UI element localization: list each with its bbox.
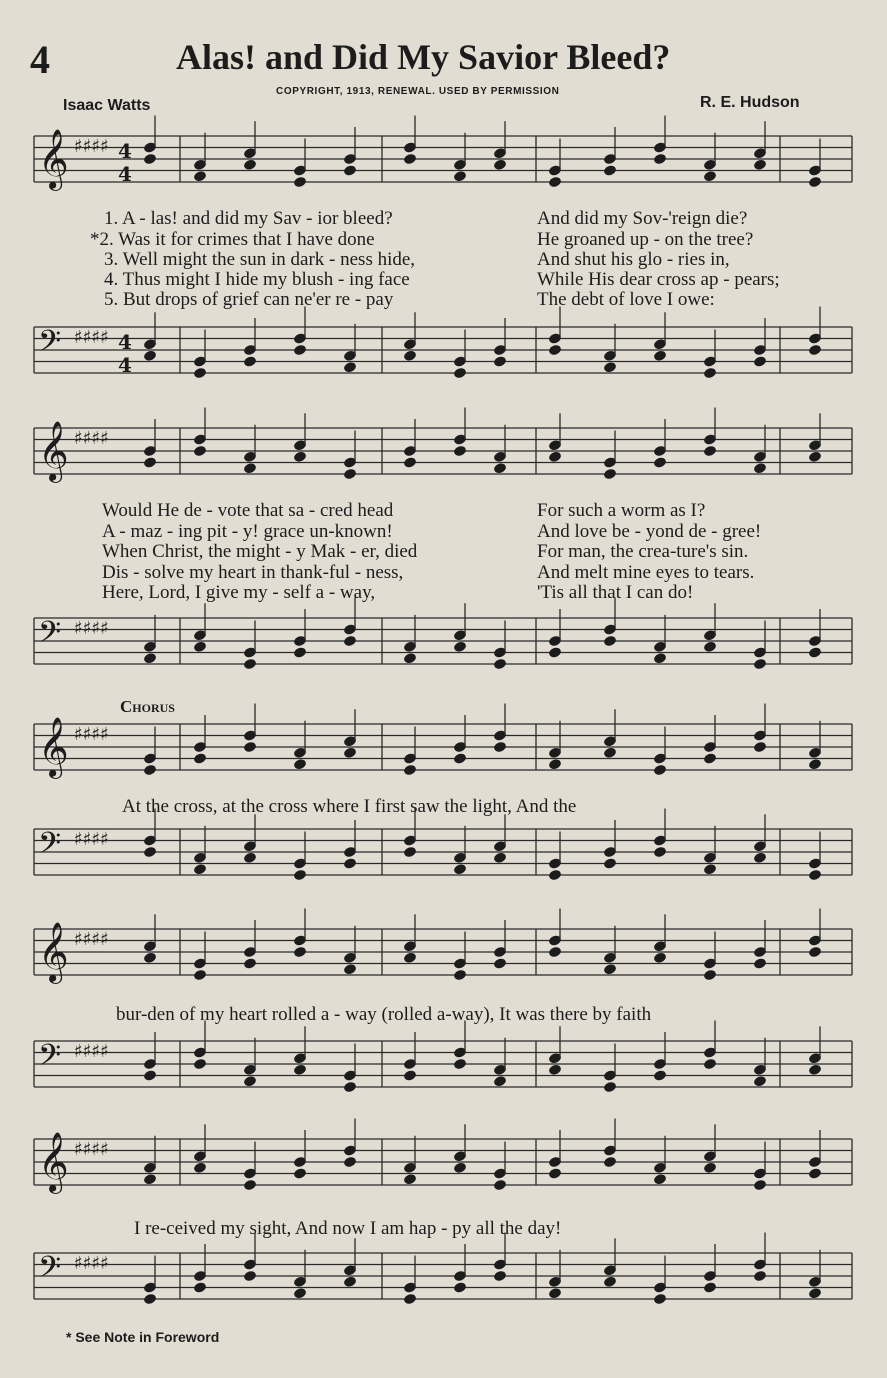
treble-clef-icon: 𝄞 — [38, 421, 69, 481]
verse-5-left: 5. But drops of grief can ne'er re - pay — [104, 289, 394, 310]
verse-2-cont-left: A - maz - ing pit - y! grace un-known! — [102, 521, 393, 542]
verse-5-right: The debt of love I owe: — [537, 289, 715, 310]
notes — [143, 1119, 822, 1192]
treble-clef-icon: 𝄞 — [38, 922, 69, 982]
notes — [143, 408, 822, 481]
time-signature-icon: 4 — [118, 162, 132, 186]
key-signature-icon: ♯♯♯♯ — [74, 1041, 109, 1062]
verse-5-cont-right: 'Tis all that I can do! — [537, 582, 694, 603]
treble-clef-icon: 𝄞 — [38, 129, 69, 189]
verse-1-left: 1. A - las! and did my Sav - ior bleed? — [104, 208, 393, 229]
verse-5-cont-left: Here, Lord, I give my - self a - way, — [102, 582, 376, 603]
verse-4-cont-right: And melt mine eyes to tears. — [537, 562, 755, 583]
key-signature-icon: ♯♯♯♯ — [74, 1253, 109, 1274]
notes — [143, 307, 822, 380]
key-signature-icon: ♯♯♯♯ — [74, 929, 109, 950]
treble-clef-icon: 𝄞 — [38, 717, 69, 777]
notes — [143, 704, 822, 777]
time-signature-icon: 4 — [118, 139, 132, 163]
verse-4-left: 4. Thus might I hide my blush - ing face — [104, 269, 410, 290]
bass-staff — [34, 598, 852, 671]
treble-staff — [34, 1119, 852, 1195]
chorus-line-1: At the cross, at the cross where I first saw the light, And the — [122, 796, 577, 817]
bass-clef-icon: 𝄢 — [38, 827, 62, 868]
verse-3-cont-left: When Christ, the might - y Mak - er, died — [102, 541, 418, 562]
bass-staff — [34, 1233, 852, 1306]
key-signature-icon: ♯♯♯♯ — [74, 829, 109, 850]
hymn-title: Alas! and Did My Savior Bleed? — [176, 37, 671, 77]
verse-1-right: And did my Sov-'reign die? — [537, 208, 748, 229]
bass-clef-icon: 𝄢 — [38, 1039, 62, 1080]
notes — [143, 1021, 822, 1094]
verse-4-right: While His dear cross ap - pears; — [537, 269, 780, 290]
bass-clef-icon: 𝄢 — [38, 616, 62, 657]
bass-staff — [34, 809, 852, 882]
bass-staff — [34, 1021, 852, 1094]
time-signature-icon: 4 — [118, 330, 132, 354]
treble-staff — [34, 116, 852, 192]
chorus-label: Chorus — [120, 697, 175, 716]
verse-3-left: 3. Well might the sun in dark - ness hide, — [104, 249, 416, 270]
notes — [143, 809, 822, 882]
notes — [143, 598, 822, 671]
footnote: * See Note in Foreword — [66, 1329, 220, 1345]
notes — [143, 1233, 822, 1306]
key-signature-icon: ♯♯♯♯ — [74, 1139, 109, 1160]
key-signature-icon: ♯♯♯♯ — [74, 327, 109, 348]
verse-3-right: And shut his glo - ries in, — [537, 249, 730, 270]
verse-4-cont-left: Dis - solve my heart in thank-ful - ness, — [102, 562, 404, 583]
verse-2-right: He groaned up - on the tree? — [537, 229, 754, 250]
treble-staff — [34, 909, 852, 985]
notes — [143, 116, 822, 189]
key-signature-icon: ♯♯♯♯ — [74, 618, 109, 639]
treble-clef-icon: 𝄞 — [38, 1132, 69, 1192]
composer-credit: R. E. Hudson — [700, 94, 800, 111]
bass-clef-icon: 𝄢 — [38, 1251, 62, 1292]
time-signature-icon: 4 — [118, 353, 132, 377]
notes — [143, 909, 822, 982]
key-signature-icon: ♯♯♯♯ — [74, 724, 109, 745]
verse-1-cont-left: Would He de - vote that sa - cred head — [102, 500, 394, 521]
verse-2-left: *2. Was it for crimes that I have done — [90, 229, 375, 250]
chorus-line-3: I re-ceived my sight, And now I am hap - py all the day! — [134, 1218, 562, 1239]
bass-staff — [34, 307, 852, 380]
verse-1-cont-right: For such a worm as I? — [537, 500, 706, 521]
key-signature-icon: ♯♯♯♯ — [74, 428, 109, 449]
treble-staff — [34, 408, 852, 484]
chorus-line-2: bur-den of my heart rolled a - way (rolled a-way), It was there by faith — [116, 1004, 652, 1025]
key-signature-icon: ♯♯♯♯ — [74, 136, 109, 157]
bass-clef-icon: 𝄢 — [38, 325, 62, 366]
hymn-number: 4 — [30, 37, 50, 82]
copyright-notice: COPYRIGHT, 1913, RENEWAL. USED BY PERMISSION — [276, 86, 560, 97]
poet-credit: Isaac Watts — [63, 97, 151, 114]
verse-2-cont-right: And love be - yond de - gree! — [537, 521, 762, 542]
verse-3-cont-right: For man, the crea-ture's sin. — [537, 541, 749, 562]
